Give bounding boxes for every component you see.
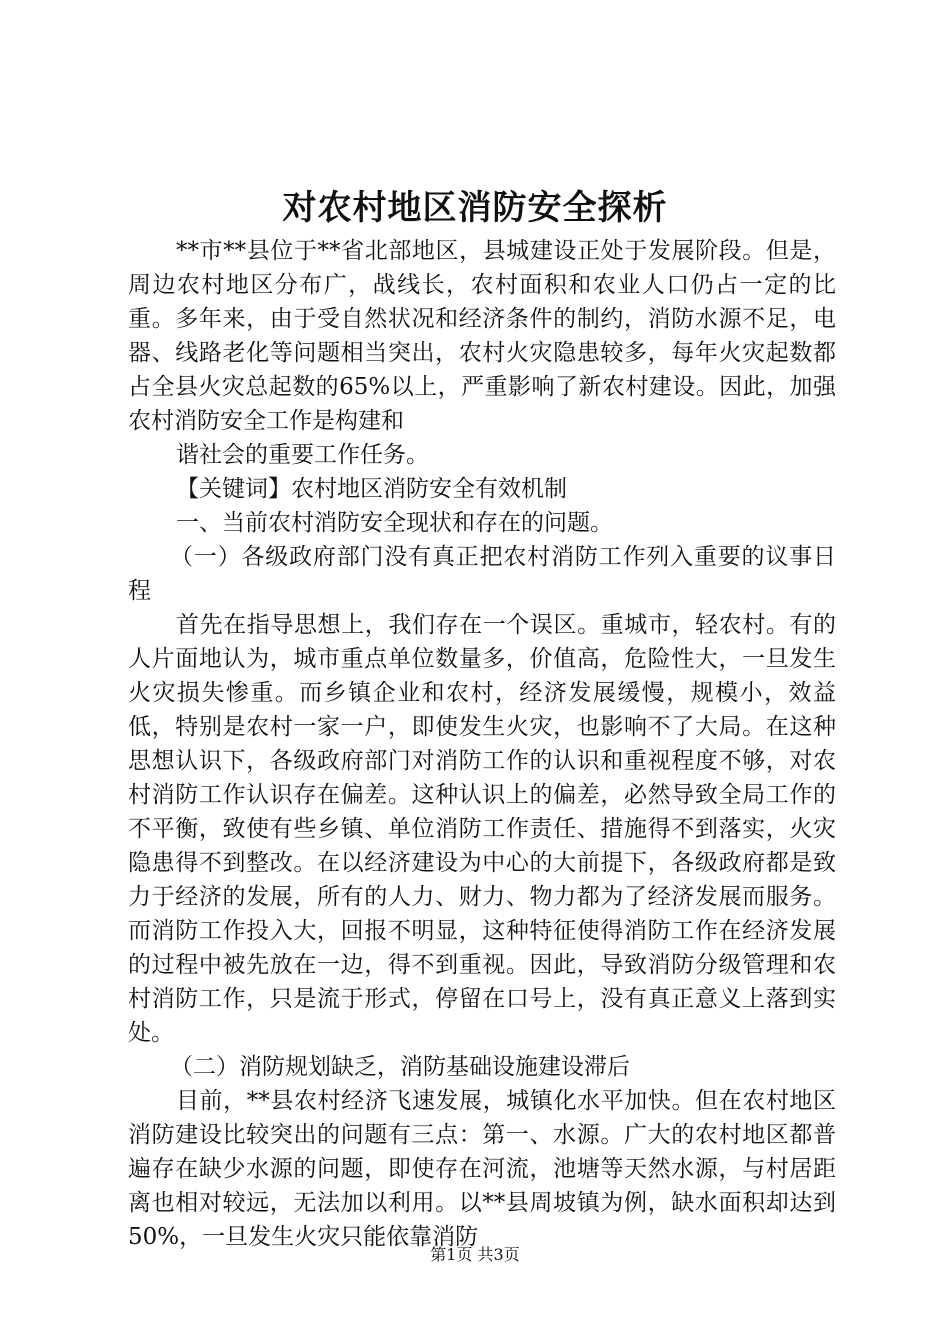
- paragraph-intro-continued: 谐社会的重要工作任务。: [176, 442, 429, 468]
- section-heading-1: 一、当前农村消防安全现状和存在的问题。: [176, 510, 613, 536]
- keywords-line: 【关键词】农村地区消防安全有效机制: [176, 476, 567, 502]
- page-footer: 第1页 共3页: [430, 1245, 520, 1264]
- paragraph-body-1: 首先在指导思想上，我们存在一个误区。重城市，轻农村。有的人片面地认为，城市重点单位数量多，价值高，危险性大，一旦发生火灾损失惨重。而乡镇企业和农村，经济发展缓慢，规模小，效益低，特别是农村一家一户，即使发生火灾，也影响不了大局。在这种思想认识下，各级政府部门对消防工作的认识和重视程度不够，对农村消防工作认识存在偏差。这种认识上的偏差，必然导致全局工作的不平衡，致使有些乡镇、单位消防工作责任、措施得不到落实，火灾隐患得不到整改。在以经济建设为中心的大前提下，各级政府都是致力于经济的发展，所有的人力、财力、物力都为了经济发展而服务。而消防工作投入大，回报不明显，这种特征使得消防工作在经济发展的过程中被先放在一边，得不到重视。因此，导致消防分级管理和农村消防工作，只是流于形式，停留在口号上，没有真正意义上落到实处。: [128, 612, 836, 1046]
- paragraph-body-2: 目前，**县农村经济飞速发展，城镇化水平加快。但在农村地区消防建设比较突出的问题有三点：第一、水源。广大的农村地区都普遍存在缺少水源的问题，即使存在河流，池塘等天然水源，与村居距离也相对较远，无法加以利用。以**县周坡镇为例，缺水面积却达到50%，一旦发生火灾只能依靠消防: [128, 1088, 836, 1250]
- paragraph-intro: **市**县位于**省北部地区，县城建设正处于发展阶段。但是，周边农村地区分布广，战线长，农村面积和农业人口仍占一定的比重。多年来，由于受自然状况和经济条件的制约，消防水源不足，电器、线路老化等问题相当突出，农村火灾隐患较多，每年火灾起数都占全县火灾总起数的65%以上，严重影响了新农村建设。因此，加强农村消防安全工作是构建和: [128, 238, 836, 434]
- document-body: [128, 234, 836, 1254]
- subsection-heading-1: （一）各级政府部门没有真正把农村消防工作列入重要的议事日程: [128, 544, 836, 604]
- document-title: 对农村地区消防安全探析: [282, 188, 668, 228]
- subsection-heading-2: （二）消防规划缺乏，消防基础设施建设滞后: [170, 1054, 630, 1080]
